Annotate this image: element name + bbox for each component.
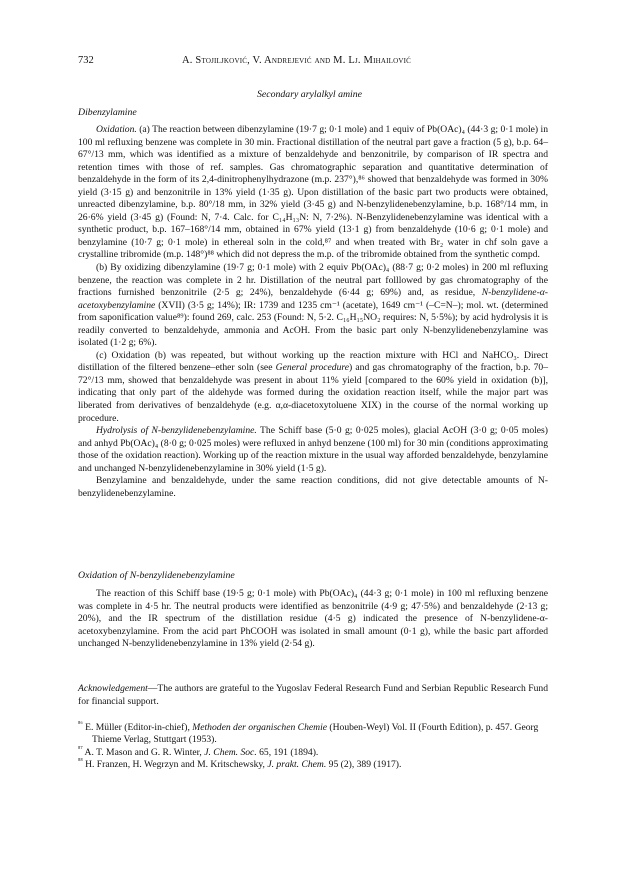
page-number: 732 (78, 55, 94, 66)
subsection-heading-oxidation: Oxidation of N-benzylidenebenzylamine (78, 570, 235, 581)
paragraph-oxidation-b: (b) By oxidizing dibenzylamine (19·7 g; 0·1 mole) with 2 equiv Pb(OAc)₄ (88·7 g; 0·2 moles) in 200 ml refluxing benzene, the reaction was complete in 2 hr. Distillation of the neutral part folllowed by gas chromatography of the fractions furnished benzonitrile (2·5 g; 24%), benzaldehyde (6·44 g; 69%) and, as residue, N-benzylidene-α-acetoxybenzylamine (XVII) (3·5 g; 14%); IR: 1739 and 1235 cm⁻¹ (acetate), 1649 cm⁻¹ (–C=N–); mol. wt. (determined from saponification value⁸⁹): found 269, calc. 253 (Found: N, 5·2. C₁₆H₁₅NO₂ requires: N, 5·5%); by acid hydrolysis it is readily converted to benzaldehyde, ammonia and AcOH. From the basic part only N-benzylidenebenzylamine was isolated (1·2 g; 6%). (78, 262, 548, 349)
running-head-authors: A. Stojiljković, V. Andrejević and M. Lj. Mihailović (182, 55, 412, 66)
footnote-86: $^{^{86}}$ E. Müller (Editor-in-chief), Methoden der organischen Chemie (Houben-Weyl) Vol. II (Fourth Edition), p. 457. Georg Thieme Verlag, Stuttgart (1953). (78, 720, 539, 746)
footnote-88: $^{^{88}}$ H. Franzen, H. Wegrzyn and M. Kritschewsky, J. prakt. Chem. 95 (2), 389 (1917). (78, 758, 402, 771)
oxidation-body (78, 588, 548, 651)
section-title: Secondary arylalkyl amine (257, 89, 363, 100)
subsection-heading-dibenzylamine: Dibenzylamine (78, 107, 137, 118)
footnote-87: $^{^{87}}$ A. T. Mason and G. R. Winter, J. Chem. Soc. 65, 191 (1894). (78, 745, 319, 758)
compound-name: N-benzylidene-α-acetoxybenzylamine (78, 287, 548, 311)
paragraph-hydrolysis: Hydrolysis of N-benzylidenebenzylamine. The Schiff base (5·0 g; 0·025 moles), glacial AcOH (3·0 g; 0·05 moles) and anhyd Pb(OAc)₄ (8·0 g; 0·025 moles) were refluxed in anhyd benzene (100 ml) for 30 min (conditions approximating those of the oxidation reaction). Working up of the reaction mixture in the usual way afforded benzaldehyde, benzylamine and unchanged N-benzylidenebenzylamine in 30% yield (1·5 g). (78, 425, 548, 474)
acknowledgement: Acknowledgement—The authors are grateful to the Yugoslav Federal Research Fund and Serbian Republic Research Fund for financial support. (78, 683, 548, 707)
paragraph-oxidation-c: (c) Oxidation (b) was repeated, but without working up the reaction mixture with HCl and NaHCO₃. Direct distillation of the filtered benzene–ether soln (see General procedure) and gas chromatography of the fraction, b.p. 70–72°/13 mm, showed that benzaldehyde was present in about 11% yield [compared to the 60% yield in oxidation (b)], indicating that only part of the aldehyde was formed during the oxidation reaction itself, while the major part was liberated from derivatives of benzaldehyde (e.g. α,α-diacetoxytoluene XIX) in the course of the normal working up procedure. (78, 349, 548, 424)
acknowledgement-label: Acknowledgement (78, 683, 148, 694)
cross-reference: General procedure (275, 362, 350, 374)
paragraph-oxidation-a: Oxidation. (a) The reaction between dibenzylamine (19·7 g; 0·1 mole) and 1 equiv of Pb(OAc)₄ (44·3 g; 0·1 mole) in 100 ml refluxing benzene was complete in 30 min. Fractional distillation of the neutral part gave a fraction (5 g), b.p. 64–67°/13 mm, which was identified as a mixture of benzaldehyde and benzonitrile, by comparison of IR spectra and retention times with those of ref. samples. Gas chromatographic separation and quantitative determination of benzaldehyde in the form of its 2,4-dinitrophenylhydrazone (m.p. 237°),⁸⁶ showed that benzaldehyde was formed in 30% yield (3·15 g) and benzonitrile in 13% yield (1·35 g). Upon distillation of the basic part two products were obtained, unreacted dibenzylamine, b.p. 80°/18 mm, in 32% yield (3·45 g) and N-benzylidenebenzylamine, b.p. 168°/14 mm, in 26·6% yield (3·45 g) (Found: N, 7·4. Calc. for C₁₄H₁₃N: N, 7·2%). N-Benzylidenebenzylamine was identical with a synthetic product, b.p. 167–168°/14 mm, obtained in 67% yield (13·1 g) from benzaldehyde (10·6 g; 0·1 mole) and benzylamine (10·7 g; 0·1 mole) in ethereal soln in the cold,⁸⁷ and when treated with Br₂ water in chf soln gave a crystalline tribromide (m.p. 148°)⁸⁸ which did not depress the m.p. of the tribromide obtained from the synthetic compd. (78, 124, 548, 261)
footnotes (78, 722, 548, 772)
paragraph-schiff-base-oxidation: The reaction of this Schiff base (19·5 g; 0·1 mole) with Pb(OAc)₄ (44·3 g; 0·1 mole) in 100 ml refluxing benzene was complete in 4·5 hr. The neutral products were identified as benzonitrile (4·9 g; 47·5%) and benzaldehyde (2·13 g; 20%), and the IR spectrum of the distillation residue (4·5 g) indicated the presence of N-benzylidene-α-acetoxybenzylamine. From the acid part PhCOOH was isolated in small amount (0·1 g), while the basic part afforded unchanged N-benzylidenebenzylamine in 13% yield (2·54 g). (78, 588, 548, 650)
run-in-heading: Hydrolysis of N-benzylidenebenzylamine. (96, 425, 257, 437)
run-in-heading: Oxidation. (96, 124, 137, 135)
paragraph-control: Benzylamine and benzaldehyde, under the same reaction conditions, did not give detectable amounts of N-benzylidenebenzylamine. (78, 475, 548, 499)
running-header (78, 55, 548, 69)
dibenzylamine-body (78, 124, 548, 500)
